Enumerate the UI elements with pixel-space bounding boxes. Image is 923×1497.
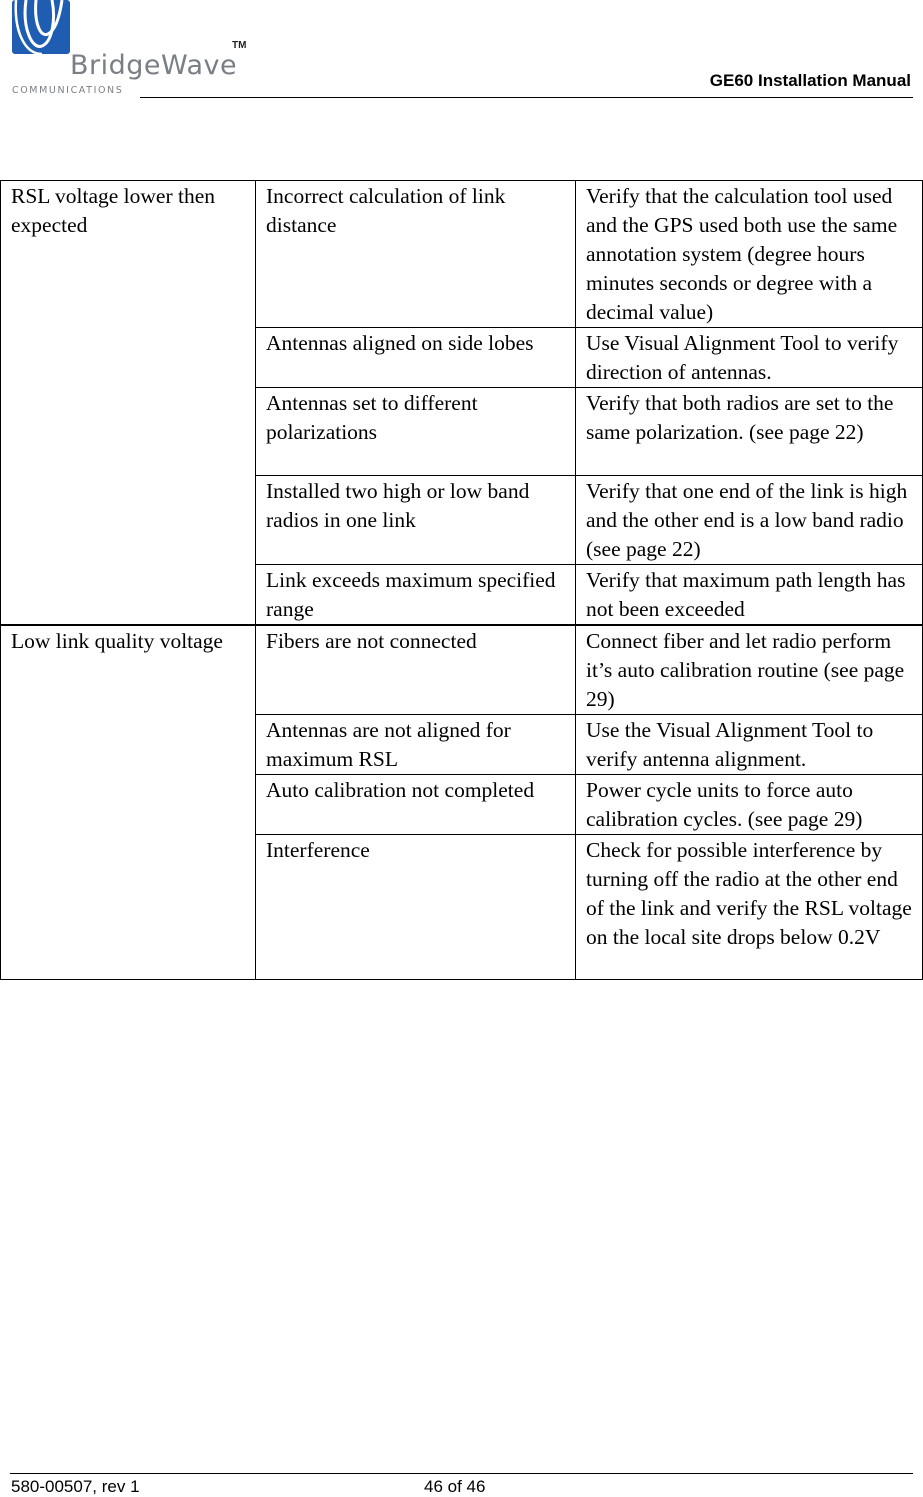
bridgewave-logo [10,0,250,100]
cause-cell: Interference [256,835,576,980]
action-cell: Check for possible interference by turning off the radio at the other end of the link and verify the RSL voltage on the local site drops below 0.2V [576,835,923,980]
document-title: GE60 Installation Manual [709,71,911,90]
page-number: 46 of 46 [424,1477,486,1496]
troubleshooting-table [0,180,923,980]
symptom-cell: Low link quality voltage [1,625,256,980]
action-cell: Use Visual Alignment Tool to verify direction of antennas. [576,328,923,388]
cause-cell: Link exceeds maximum specified range [256,565,576,626]
table-row [1,181,923,328]
cause-cell: Incorrect calculation of link distance [256,181,576,328]
action-cell: Verify that the calculation tool used and the GPS used both use the same annotation system (degree hours minutes seconds or degree with a decimal value) [576,181,923,328]
action-cell: Use the Visual Alignment Tool to verify antenna alignment. [576,715,923,775]
logo-trademark: TM [232,40,247,51]
cause-cell: Antennas set to different polarizations [256,388,576,476]
cause-cell: Antennas are not aligned for maximum RSL [256,715,576,775]
footer-divider [10,1473,913,1474]
action-cell: Verify that maximum path length has not been exceeded [576,565,923,626]
document-number: 580-00507, rev 1 [11,1477,140,1496]
table-row [1,625,923,715]
logo-wordmark: BridgeWave [70,50,238,81]
action-cell: Verify that both radios are set to the same polarization. (see page 22) [576,388,923,476]
cause-cell: Antennas aligned on side lobes [256,328,576,388]
logo-subtitle: COMMUNICATIONS [12,85,124,96]
cause-cell: Installed two high or low band radios in one link [256,476,576,565]
action-cell: Verify that one end of the link is high and the other end is a low band radio (see page 22) [576,476,923,565]
cause-cell: Auto calibration not completed [256,775,576,835]
symptom-cell: RSL voltage lower then expected [1,181,256,626]
action-cell: Power cycle units to force auto calibration cycles. (see page 29) [576,775,923,835]
header-divider [140,97,913,98]
cause-cell: Fibers are not connected [256,625,576,715]
action-cell: Connect fiber and let radio perform it’s auto calibration routine (see page 29) [576,625,923,715]
logo-mark-icon [12,0,74,56]
